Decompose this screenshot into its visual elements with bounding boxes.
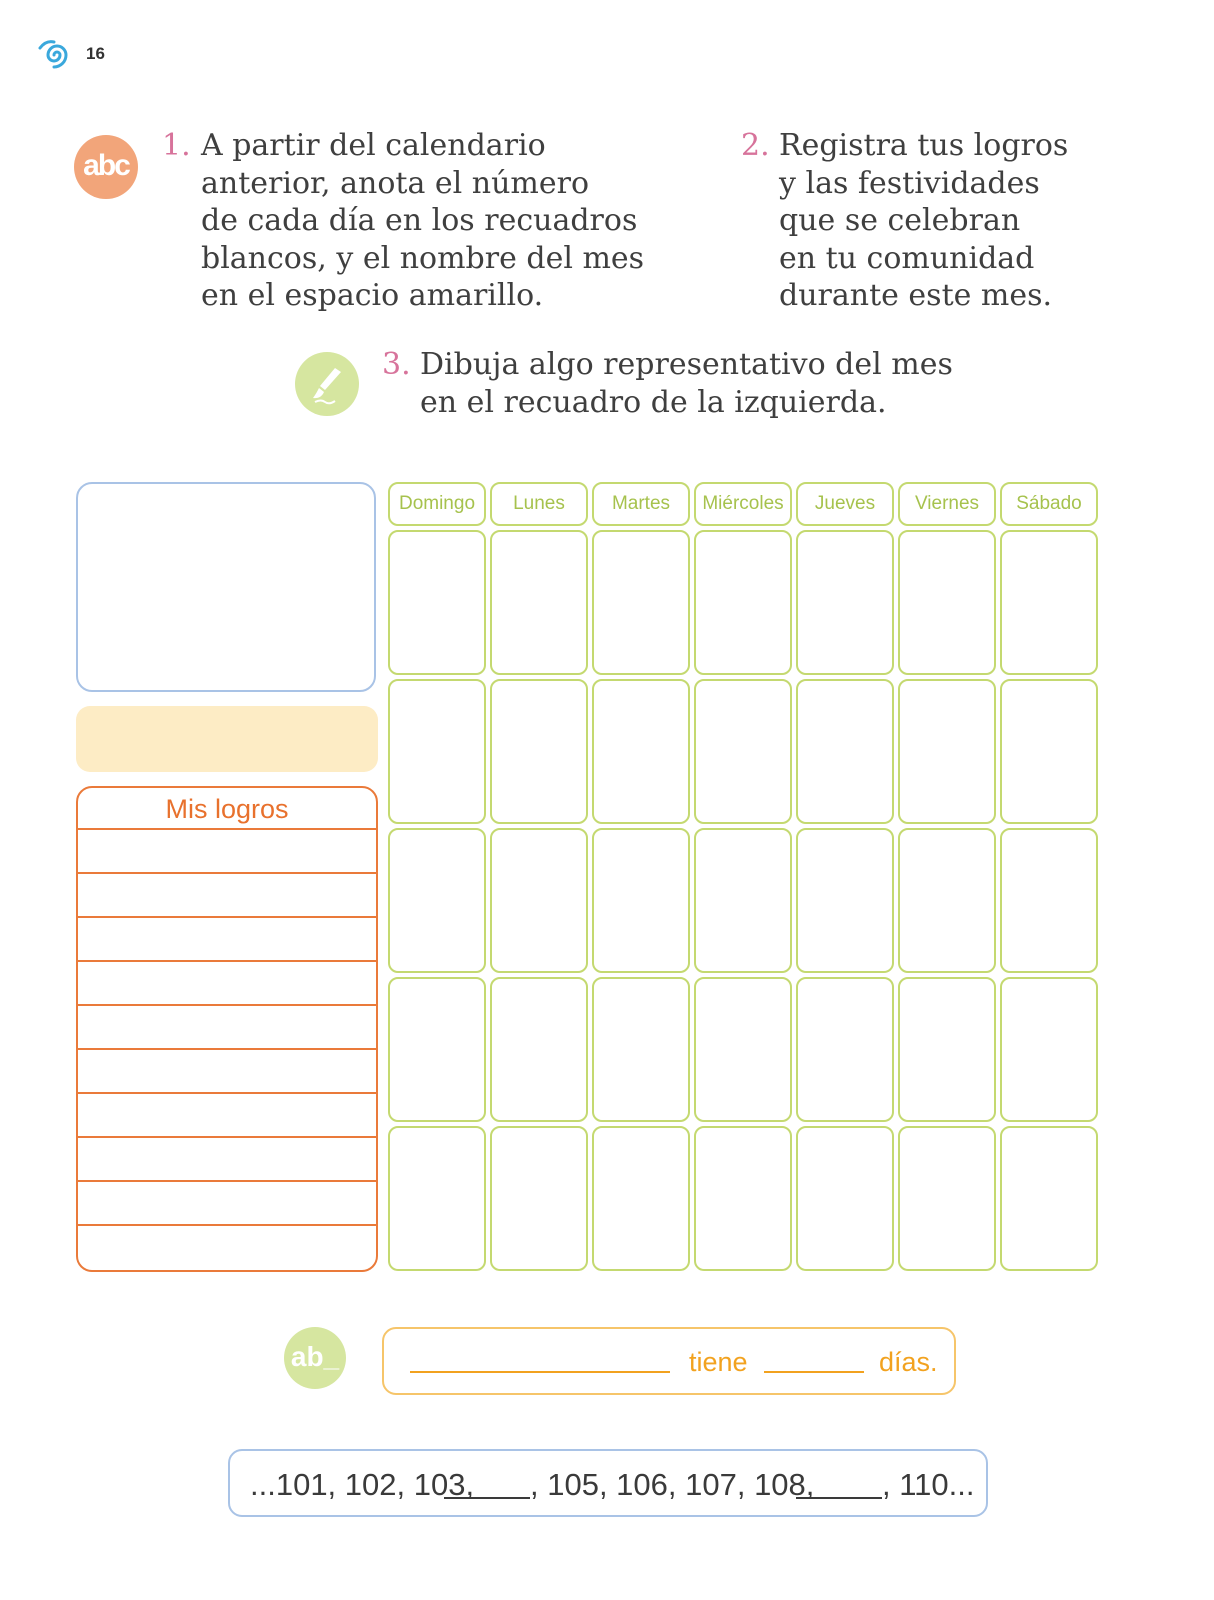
calendar-day-cell[interactable] [898,530,996,675]
achievement-line[interactable] [78,1226,376,1270]
number-sequence [228,1449,988,1517]
brush-icon [295,352,359,416]
month-name-field[interactable] [76,706,378,772]
calendar-day-cell[interactable] [796,977,894,1122]
day-header-miercoles: Miércoles [694,482,792,526]
achievement-line[interactable] [78,830,376,874]
calendar-day-cell[interactable] [694,977,792,1122]
calendar-day-cell[interactable] [490,977,588,1122]
achievement-line[interactable] [78,1138,376,1182]
sequence-part-1: ...101, 102, 103, [250,1467,475,1502]
calendar-day-cell[interactable] [592,977,690,1122]
achievement-line[interactable] [78,1094,376,1138]
calendar-day-cell[interactable] [388,828,486,973]
day-header-jueves: Jueves [796,482,894,526]
calendar-day-cell[interactable] [490,828,588,973]
achievement-line[interactable] [78,918,376,962]
ab-blank-icon: ab_ [284,1327,346,1389]
calendar-day-cell[interactable] [388,977,486,1122]
calendar-day-cell[interactable] [1000,828,1098,973]
sequence-blank-1[interactable] [444,1497,530,1499]
instruction-number: 1. [162,128,191,163]
achievement-line[interactable] [78,1050,376,1094]
calendar-day-cell[interactable] [694,530,792,675]
instruction-1 [162,127,682,327]
calendar-day-cell[interactable] [898,1126,996,1271]
instruction-text: Dibuja algo representativo del mes en el recuadro de la izquierda. [420,347,953,420]
drawing-box[interactable] [76,482,376,692]
calendar-day-cell[interactable] [388,679,486,824]
calendar-day-cell[interactable] [592,679,690,824]
calendar-day-cell[interactable] [490,679,588,824]
calendar-day-cell[interactable] [490,530,588,675]
achievements-list [76,786,378,1272]
calendar-day-cell[interactable] [898,977,996,1122]
calendar-day-cell[interactable] [592,1126,690,1271]
instruction-number: 3. [382,347,411,382]
calendar-grid [388,482,1104,1272]
calendar-day-cell[interactable] [490,1126,588,1271]
achievement-line[interactable] [78,962,376,1006]
calendar-day-cell[interactable] [1000,530,1098,675]
calendar-day-cell[interactable] [1000,977,1098,1122]
instruction-text: Registra tus logros y las festividades que se celebran en tu comunidad durante este mes. [779,128,1069,313]
abc-icon: abc [74,135,138,199]
calendar-day-cell[interactable] [898,679,996,824]
day-header-lunes: Lunes [490,482,588,526]
calendar-day-cell[interactable] [796,530,894,675]
calendar-day-cell[interactable] [1000,679,1098,824]
spiral-logo-icon [38,38,76,72]
calendar-day-cell[interactable] [694,828,792,973]
page-number: 16 [86,44,105,63]
sentence-tiene: tiene [689,1347,748,1377]
calendar-day-cell[interactable] [796,679,894,824]
calendar-day-cell[interactable] [388,1126,486,1271]
calendar-day-cell[interactable] [388,530,486,675]
day-header-domingo: Domingo [388,482,486,526]
month-days-sentence [382,1327,956,1395]
instruction-2 [741,127,1141,327]
day-header-martes: Martes [592,482,690,526]
achievements-title: Mis logros [78,788,376,830]
calendar-day-cell[interactable] [592,828,690,973]
calendar-day-cell[interactable] [796,1126,894,1271]
instruction-number: 2. [741,128,770,163]
achievement-line[interactable] [78,874,376,918]
instruction-3 [382,346,1022,436]
calendar-day-cell[interactable] [694,679,792,824]
sequence-part-3: , 110... [882,1467,975,1502]
instruction-text: A partir del calendario anterior, anota el número de cada día en los recuadros blancos, y el nombre del mes en el espacio amarillo. [201,128,645,313]
day-header-viernes: Viernes [898,482,996,526]
days-blank[interactable] [764,1371,864,1373]
sequence-blank-2[interactable] [796,1497,882,1499]
day-header-sabado: Sábado [1000,482,1098,526]
achievement-line[interactable] [78,1182,376,1226]
calendar-day-cell[interactable] [796,828,894,973]
sequence-part-2: , 105, 106, 107, 108, [530,1467,815,1502]
sentence-dias: días. [879,1347,938,1377]
calendar-day-cell[interactable] [898,828,996,973]
calendar-day-cell[interactable] [592,530,690,675]
achievement-line[interactable] [78,1006,376,1050]
calendar-day-cell[interactable] [1000,1126,1098,1271]
month-blank[interactable] [410,1371,670,1373]
calendar-day-cell[interactable] [694,1126,792,1271]
